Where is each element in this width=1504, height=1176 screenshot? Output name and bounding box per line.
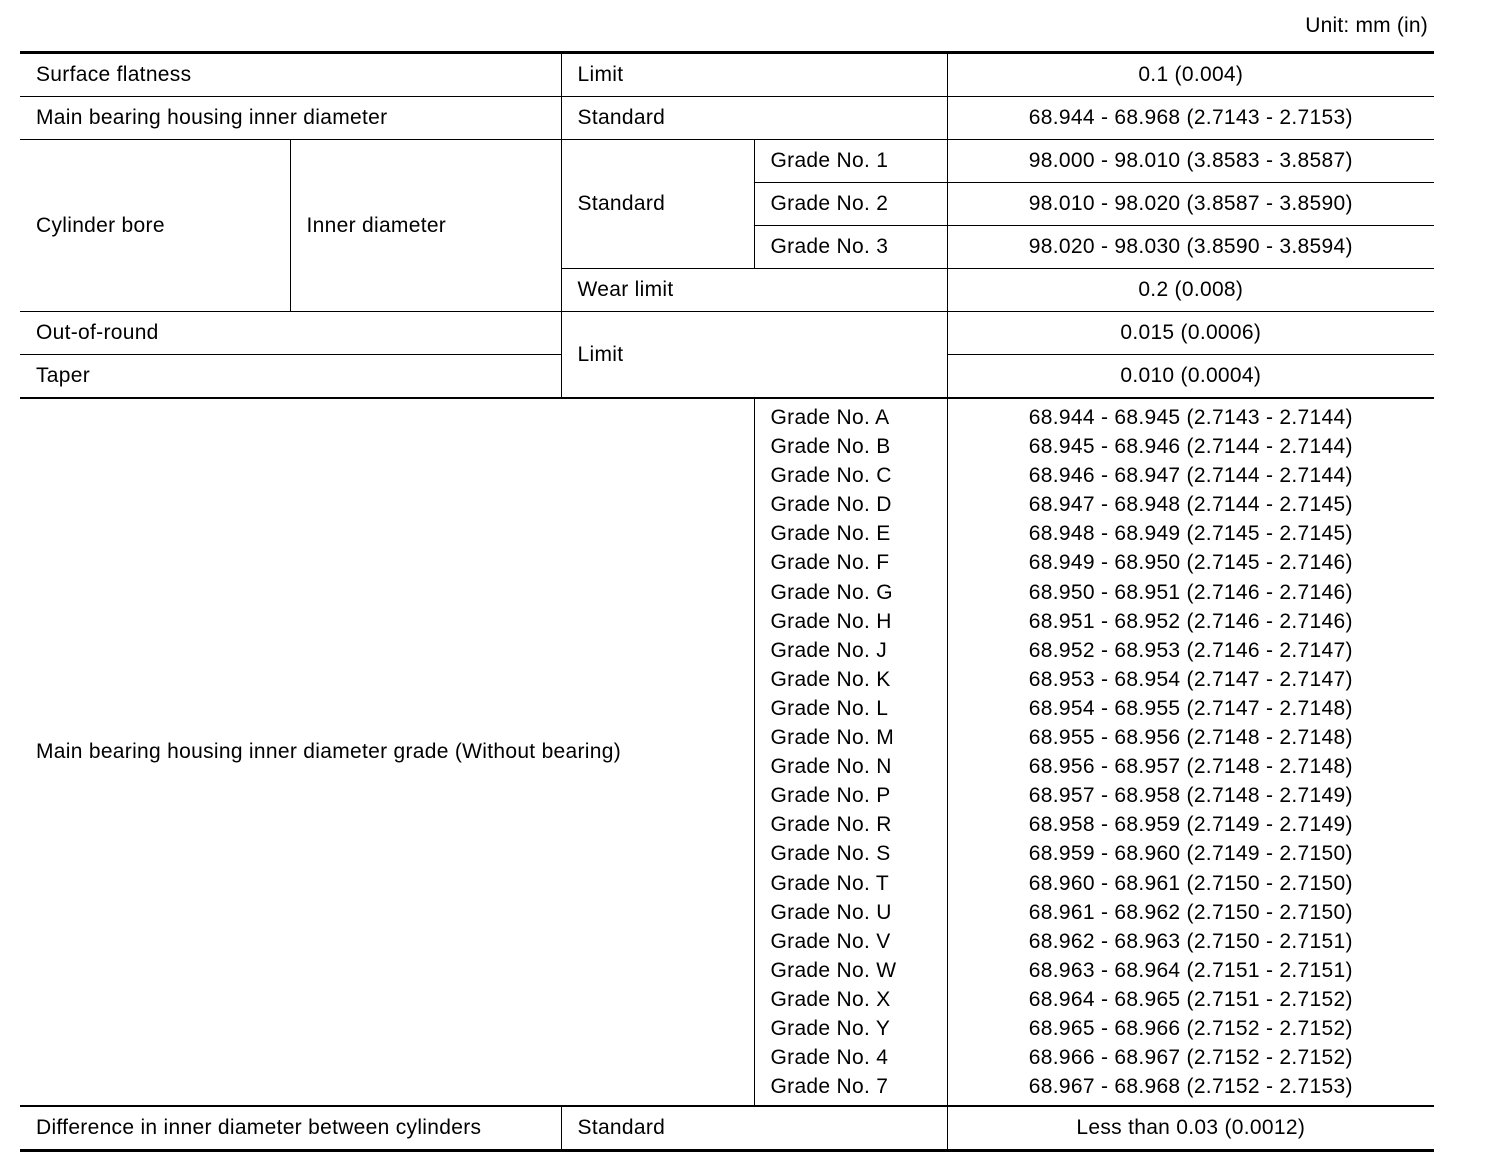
grade-label: Grade No. S [770, 842, 891, 866]
condition-cell: Limit [561, 53, 947, 97]
grade-value: 68.946 - 68.947 (2.7144 - 2.7144) [1028, 464, 1353, 488]
grade-label: Grade No. 4 [770, 1046, 889, 1070]
grade-label: Grade No. A [770, 406, 890, 429]
grade-label: Grade No. X [770, 987, 891, 1011]
grade-label: Grade No. R [770, 813, 892, 837]
grade-value: 68.944 - 68.945 (2.7143 - 2.7144) [1028, 406, 1353, 429]
row-housing-grade [20, 398, 1434, 1106]
grade-label: Grade No. P [770, 784, 891, 808]
value-cell: 0.2 (0.008) [947, 269, 1434, 312]
grade-value: 68.957 - 68.958 (2.7148 - 2.7149) [1028, 784, 1353, 808]
grade-label: Grade No. N [770, 755, 892, 779]
value-cell: 98.010 - 98.020 (3.8587 - 3.8590) [947, 183, 1434, 226]
grade-label: Grade No. H [770, 609, 892, 633]
grade-cell: Grade No. 1 [754, 140, 947, 183]
grade-value: 68.945 - 68.946 (2.7144 - 2.7144) [1028, 435, 1353, 459]
value-cell: 0.015 (0.0006) [947, 312, 1434, 355]
value-cell: Less than 0.03 (0.0012) [947, 1106, 1434, 1151]
value-cell: 98.020 - 98.030 (3.8590 - 3.8594) [947, 226, 1434, 269]
grade-value: 68.963 - 68.964 (2.7151 - 2.7151) [1028, 958, 1353, 982]
value-cell: 98.000 - 98.010 (3.8583 - 3.8587) [947, 140, 1434, 183]
grade-value: 68.959 - 68.960 (2.7149 - 2.7150) [1028, 842, 1353, 866]
item-cell: Taper [20, 355, 561, 399]
grade-value: 68.955 - 68.956 (2.7148 - 2.7148) [1028, 726, 1353, 750]
grade-label: Grade No. B [770, 435, 891, 459]
grade-label: Grade No. U [770, 900, 892, 924]
grade-value: 68.960 - 68.961 (2.7150 - 2.7150) [1028, 871, 1353, 895]
unit-label: Unit: mm (in) [1305, 14, 1428, 37]
grade-value: 68.958 - 68.959 (2.7149 - 2.7149) [1028, 813, 1353, 837]
grade-value-list [948, 399, 1435, 1105]
row-surface-flatness [20, 53, 1434, 97]
condition-cell: Standard [561, 97, 947, 140]
wear-limit-label: Wear limit [561, 269, 947, 312]
grade-list [771, 399, 947, 1105]
item-cell: Difference in inner diameter between cylinders [20, 1106, 561, 1151]
grade-label: Grade No. J [770, 638, 888, 662]
grade-value: 68.962 - 68.963 (2.7150 - 2.7151) [1028, 929, 1353, 953]
grade-label: Grade No. W [770, 958, 897, 982]
value-cell: 0.010 (0.0004) [947, 355, 1434, 399]
grade-value: 68.948 - 68.949 (2.7145 - 2.7145) [1028, 522, 1353, 546]
value-cell: 0.1 (0.004) [947, 53, 1434, 97]
item-cell: Main bearing housing inner diameter [20, 97, 561, 140]
condition-cell: Standard [561, 140, 754, 269]
grade-cell: Grade No. 3 [754, 226, 947, 269]
grade-value-list-cell [947, 398, 1434, 1106]
grade-label: Grade No. F [770, 551, 890, 575]
grade-label: Grade No. L [770, 696, 889, 720]
row-housing-inner-diameter [20, 97, 1434, 140]
grade-value: 68.947 - 68.948 (2.7144 - 2.7145) [1028, 493, 1353, 517]
grade-value: 68.966 - 68.967 (2.7152 - 2.7152) [1028, 1046, 1353, 1070]
grade-value: 68.964 - 68.965 (2.7151 - 2.7152) [1028, 987, 1353, 1011]
grade-label: Grade No. C [770, 464, 892, 488]
grade-value: 68.954 - 68.955 (2.7147 - 2.7148) [1028, 696, 1353, 720]
grade-label: Grade No. D [770, 493, 892, 517]
grade-value: 68.956 - 68.957 (2.7148 - 2.7148) [1028, 755, 1353, 779]
row-cylinder-bore-grade-1 [20, 140, 1434, 183]
cylinder-bore-label: Cylinder bore [20, 140, 290, 312]
value-cell: 68.944 - 68.968 (2.7143 - 2.7153) [947, 97, 1434, 140]
grade-value: 68.953 - 68.954 (2.7147 - 2.7147) [1028, 667, 1353, 691]
grade-label: Grade No. G [770, 580, 893, 604]
grade-value: 68.949 - 68.950 (2.7145 - 2.7146) [1028, 551, 1353, 575]
condition-cell: Limit [561, 312, 947, 399]
spec-table [20, 51, 1434, 1152]
grade-label: Grade No. M [770, 726, 895, 750]
grade-label: Grade No. T [770, 871, 889, 895]
item-cell: Out-of-round [20, 312, 561, 355]
grade-label: Grade No. K [770, 667, 891, 691]
grade-label: Grade No. 7 [770, 1075, 889, 1099]
inner-diameter-label: Inner diameter [290, 140, 561, 312]
grade-value: 68.965 - 68.966 (2.7152 - 2.7152) [1028, 1016, 1353, 1040]
condition-cell: Standard [561, 1106, 947, 1151]
row-out-of-round [20, 312, 1434, 355]
grade-list-cell [754, 398, 947, 1106]
item-cell: Surface flatness [20, 53, 561, 97]
row-difference [20, 1106, 1434, 1151]
grade-value: 68.951 - 68.952 (2.7146 - 2.7146) [1028, 609, 1353, 633]
grade-cell: Grade No. 2 [754, 183, 947, 226]
grade-value: 68.961 - 68.962 (2.7150 - 2.7150) [1028, 900, 1353, 924]
grade-value: 68.950 - 68.951 (2.7146 - 2.7146) [1028, 580, 1353, 604]
grade-label: Grade No. E [770, 522, 891, 546]
grade-value: 68.952 - 68.953 (2.7146 - 2.7147) [1028, 638, 1353, 662]
housing-grade-label: Main bearing housing inner diameter grade (Without bearing) [20, 398, 754, 1106]
grade-label: Grade No. Y [770, 1016, 891, 1040]
grade-label: Grade No. V [770, 929, 891, 953]
grade-value: 68.967 - 68.968 (2.7152 - 2.7153) [1028, 1075, 1353, 1099]
